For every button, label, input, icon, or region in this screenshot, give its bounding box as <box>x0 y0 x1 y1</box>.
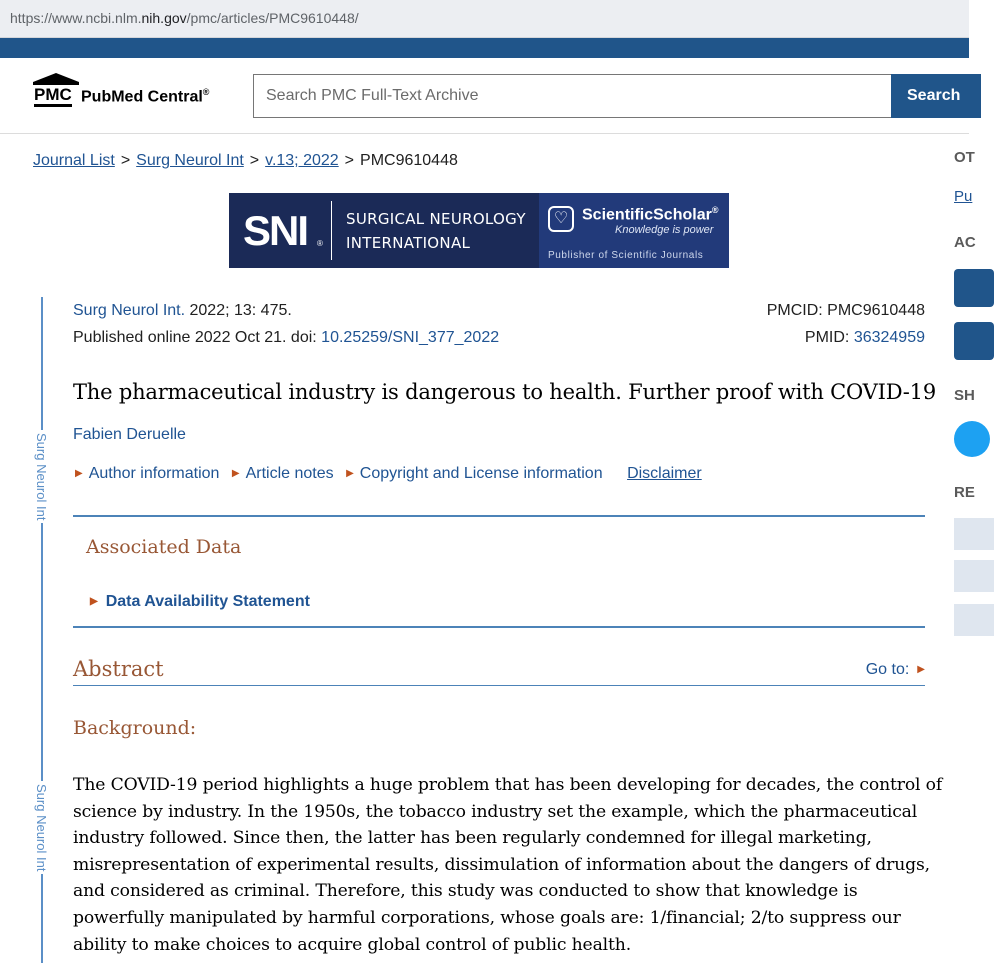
url-host: nih.gov <box>141 10 187 26</box>
pmc-logo[interactable] <box>33 73 223 113</box>
banner-tagline: Knowledge is power <box>615 224 714 236</box>
copyright-toggle[interactable]: Copyright and License information <box>359 465 603 482</box>
article-notes-toggle[interactable]: Article notes <box>245 465 334 482</box>
resource-item[interactable] <box>954 518 994 550</box>
associated-data-heading: Associated Data <box>86 536 242 558</box>
action-button[interactable] <box>954 269 994 307</box>
triangle-right-icon: ▶ <box>346 468 354 479</box>
url-path: /pmc/articles/PMC9610448/ <box>186 10 359 26</box>
goto-menu[interactable]: Go to: ▶ <box>865 661 925 678</box>
disclaimer-link[interactable]: Disclaimer <box>627 465 702 482</box>
banner-journal-line1: SURGICAL NEUROLOGY <box>346 210 526 228</box>
associated-data-box <box>73 515 925 628</box>
triangle-right-icon: ▶ <box>90 596 98 607</box>
sidebar-heading-share: SH <box>954 387 975 404</box>
journal-banner[interactable] <box>229 193 729 268</box>
abstract-rule <box>73 685 925 686</box>
breadcrumb <box>33 152 458 170</box>
right-sidebar <box>954 134 976 963</box>
breadcrumb-current: PMC9610448 <box>360 152 458 169</box>
site-header <box>0 58 969 134</box>
article-title: The pharmaceutical industry is dangerous to health. Further proof with COVID-19 <box>73 380 936 404</box>
breadcrumb-journal[interactable]: Surg Neurol Int <box>136 152 244 169</box>
banner-abbr: SNI <box>243 207 308 254</box>
heart-logo-icon: ♡ <box>548 206 574 232</box>
breadcrumb-separator: > <box>344 152 355 169</box>
pmcid: PMCID: PMC9610448 <box>766 302 925 319</box>
banner-publisher-sub: Publisher of Scientific Journals <box>548 250 704 261</box>
published-text: Published online 2022 Oct 21. doi: <box>73 329 322 346</box>
breadcrumb-volume[interactable]: v.13; 2022 <box>265 152 339 169</box>
banner-journal-line2: INTERNATIONAL <box>346 234 471 252</box>
search-input[interactable] <box>253 74 893 118</box>
pmc-logo-mark: PMC <box>34 86 72 107</box>
journal-side-label: Surg Neurol Int <box>34 781 49 874</box>
banner-reg: ® <box>317 239 323 248</box>
abstract-heading: Abstract <box>73 657 164 681</box>
pmid-link[interactable]: 36324959 <box>853 329 925 346</box>
background-heading: Background: <box>73 717 197 739</box>
author-information-toggle[interactable]: Author information <box>88 465 220 482</box>
banner-publisher: ScientificScholar® <box>582 205 719 224</box>
search-button[interactable]: Search <box>891 74 981 118</box>
browser-url-bar[interactable] <box>0 0 969 38</box>
article-meta-links <box>73 465 702 483</box>
ncbi-banner-strip <box>0 38 969 58</box>
twitter-icon[interactable] <box>954 421 990 457</box>
action-button[interactable] <box>954 322 994 360</box>
data-availability-toggle[interactable]: ▶ Data Availability Statement <box>90 593 310 610</box>
sidebar-heading-actions: AC <box>954 234 976 251</box>
author-link[interactable]: Fabien Deruelle <box>73 426 186 443</box>
triangle-right-icon: ▶ <box>917 664 925 675</box>
sidebar-link[interactable]: Pu <box>954 188 973 205</box>
doi-link[interactable]: 10.25259/SNI_377_2022 <box>321 329 500 346</box>
triangle-right-icon: ▶ <box>75 468 83 479</box>
resource-item[interactable] <box>954 604 994 636</box>
breadcrumb-separator: > <box>120 152 131 169</box>
triangle-right-icon: ▶ <box>231 468 240 479</box>
url-prefix: https://www.ncbi.nlm. <box>10 10 142 26</box>
breadcrumb-separator: > <box>249 152 260 169</box>
pmc-logo-name: PubMed Central® <box>81 87 210 106</box>
published-line <box>73 329 499 347</box>
pmid: PMID: 36324959 <box>804 329 925 346</box>
sidebar-heading-other: OT <box>954 149 975 166</box>
journal-side-label: Surg Neurol Int <box>34 430 49 523</box>
citation-volume: 2022; 13: 475. <box>185 302 292 319</box>
breadcrumb-journal-list[interactable]: Journal List <box>33 152 115 169</box>
sidebar-heading-resources: RE <box>954 484 975 501</box>
background-paragraph: The COVID-19 period highlights a huge problem that has been developing for decades, the control of science by industry. In the 1950s, the tobacco industry set the example, which the pharmaceutical industry followed. Since then, the latter has been regularly condemned for illegal marketing, misrepresentation of experimental results, dissimulation of information about the dangers of drugs, and considered as criminal. Therefore, this study was conducted to show that knowledge is powerfully manipulated by harmful corporations, whose goals are: 1/financial; 2/to suppress our ability to make choices to acquire global control of public health. <box>73 775 943 955</box>
banner-publisher-block <box>539 193 729 268</box>
pmc-logo-roof-icon <box>33 73 79 82</box>
resource-item[interactable] <box>954 560 994 592</box>
banner-divider <box>331 201 332 260</box>
url-text[interactable] <box>10 10 359 26</box>
citation-journal-link[interactable]: Surg Neurol Int. <box>73 302 186 319</box>
citation-line <box>73 302 292 320</box>
